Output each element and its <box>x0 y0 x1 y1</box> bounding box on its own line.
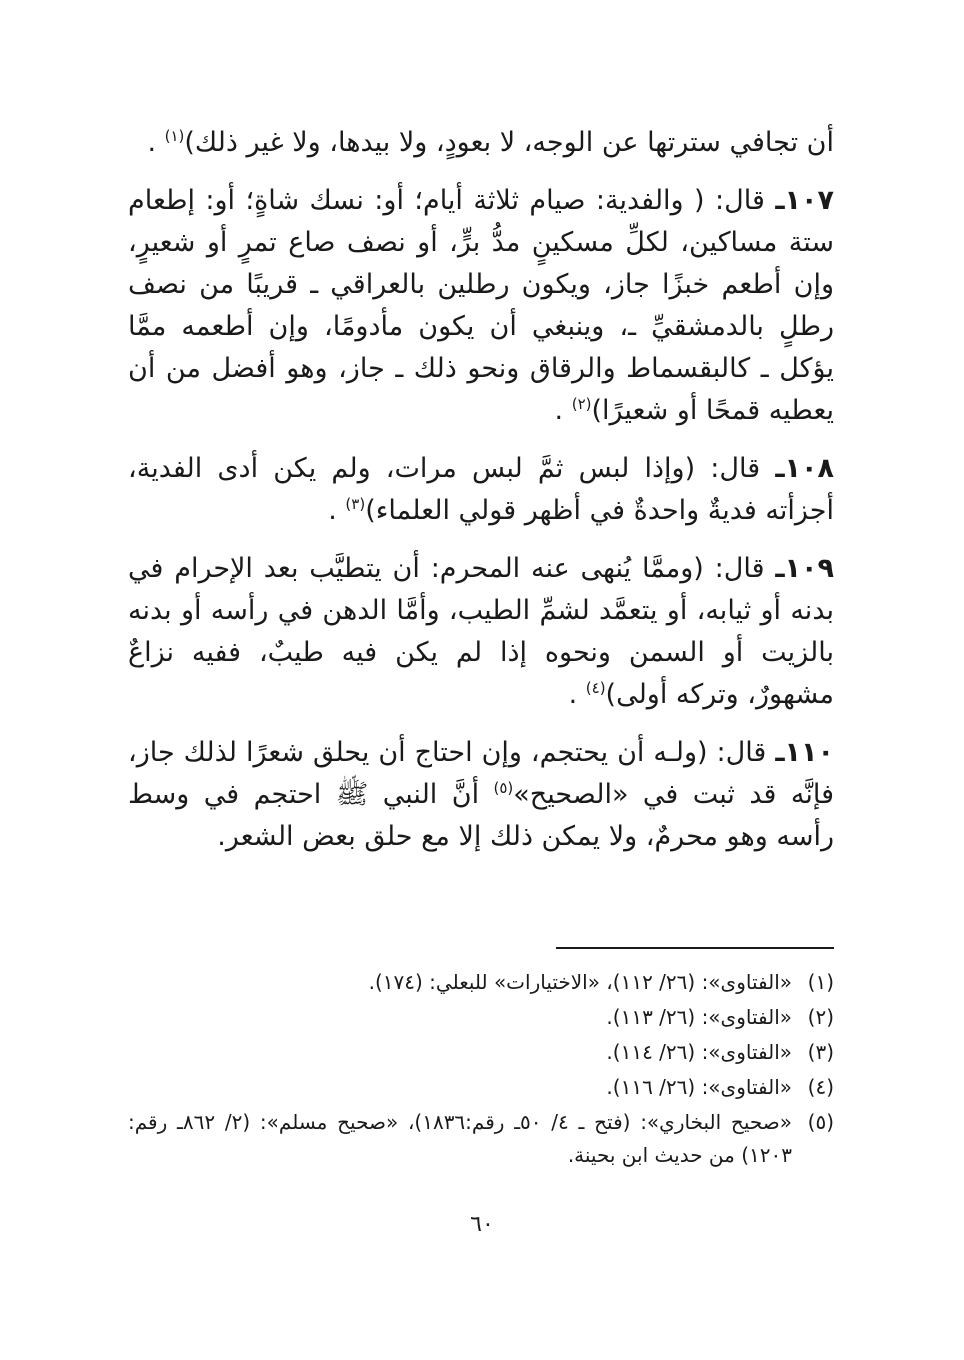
paragraph-number: ١٠٧ـ <box>775 185 834 216</box>
footnote-item <box>128 1071 834 1104</box>
footnote-item <box>128 966 834 999</box>
footnote-ref: (٥) <box>493 779 514 797</box>
paragraph-text: قال: ( والفدية: صيام ثلاثة أيام؛ أو: نسك شاةٍ؛ أو: إطعام ستة مساكين، لكلِّ مسكينٍ مدُّ برٍّ، أو نصف صاع تمرٍ أو شعيرٍ، وإن أطعم خبزًا جاز، ويكون رطلين بالعراقي ـ قريبًا من نصف رطلٍ بالدمشقيِّ ـ، وينبغي أن يكون مأدومًا، وإن أطعمه ممَّا يؤكل ـ كالبقسماط والرقاق ونحو ذلك ـ جاز، وهو أفضل من أن يعطيه قمحًا أو شعيرًا) <box>128 185 834 426</box>
footnote-ref: (٣) <box>345 495 366 513</box>
footnotes <box>128 966 834 1174</box>
footnote-number: (٥) <box>807 1110 834 1134</box>
footnote-divider <box>556 947 834 949</box>
paragraph-tail: أنَّ النبي ﷺ احتجم في وسط رأسه وهو محرمٌ، ولا يمكن ذلك إلا مع حلق بعض الشعر. <box>128 779 834 852</box>
footnote-ref: (٢) <box>571 395 592 413</box>
footnote-text: «الفتاوى»: (٢٦/ ١١٤). <box>606 1040 792 1064</box>
paragraph-number: ١١٠ـ <box>775 737 834 768</box>
paragraph-text: قال: (ولـه أن يحتجم، وإن احتاج أن يحلق شعرًا لذلك جاز، فإنَّه قد ثبت في «الصحيح» <box>128 737 834 810</box>
footnote-text: «الفتاوى»: (٢٦/ ١١٣). <box>606 1005 792 1029</box>
footnote-number: (٣) <box>807 1040 834 1064</box>
footnote-number: (٢) <box>807 1005 834 1029</box>
paragraph-110 <box>128 732 834 858</box>
footnote-ref: (١) <box>164 127 185 145</box>
page-number: ٦٠ <box>470 1212 494 1237</box>
paragraph-109 <box>128 548 834 716</box>
paragraph-tail: . <box>554 395 572 426</box>
paragraph-tail: . <box>328 495 346 526</box>
footnote-item <box>128 1106 834 1172</box>
footnote-number: (٤) <box>807 1075 834 1099</box>
footnote-text: «الفتاوى»: (٢٦/ ١١٢)، «الاختيارات» للبعلي: (١٧٤). <box>368 970 792 994</box>
footnote-number: (١) <box>807 970 834 994</box>
footnote-item <box>128 1001 834 1034</box>
paragraph-108 <box>128 448 834 532</box>
paragraph-text: أن تجافي سترتها عن الوجه، لا بعودٍ، ولا بيدها، ولا غير ذلك) <box>184 127 834 158</box>
footnote-item <box>128 1036 834 1069</box>
footnote-ref: (٤) <box>585 679 606 697</box>
paragraph-number: ١٠٩ـ <box>775 553 834 584</box>
paragraph-text: قال: (وإذا لبس ثمَّ لبس مرات، ولم يكن أدى الفدية، أجزأته فديةٌ واحدةٌ في أظهر قولي العلماء) <box>128 453 834 526</box>
paragraph-text: قال: (وممَّا يُنهى عنه المحرم: أن يتطيَّب بعد الإحرام في بدنه أو ثيابه، أو يتعمَّد لشمِّ الطيب، وأمَّا الدهن في رأسه أو بدنه بالزيت أو السمن ونحوه إذا لم يكن فيه طيبٌ، ففيه نزاعٌ مشهورٌ، وتركه أولى) <box>128 553 834 710</box>
footnote-text: «صحيح البخاري»: (فتح ـ ٤/ ٥٠ـ رقم:١٨٣٦)، «صحيح مسلم»: (٢/ ٨٦٢ـ رقم: ١٢٠٣) من حديث ابن بحينة. <box>128 1110 792 1167</box>
paragraph-tail: . <box>147 127 165 158</box>
footnote-text: «الفتاوى»: (٢٦/ ١١٦). <box>606 1075 792 1099</box>
paragraph-number: ١٠٨ـ <box>775 453 834 484</box>
paragraph-tail: . <box>568 679 586 710</box>
main-text <box>128 122 834 874</box>
paragraph-107 <box>128 180 834 432</box>
paragraph-intro <box>128 122 834 164</box>
